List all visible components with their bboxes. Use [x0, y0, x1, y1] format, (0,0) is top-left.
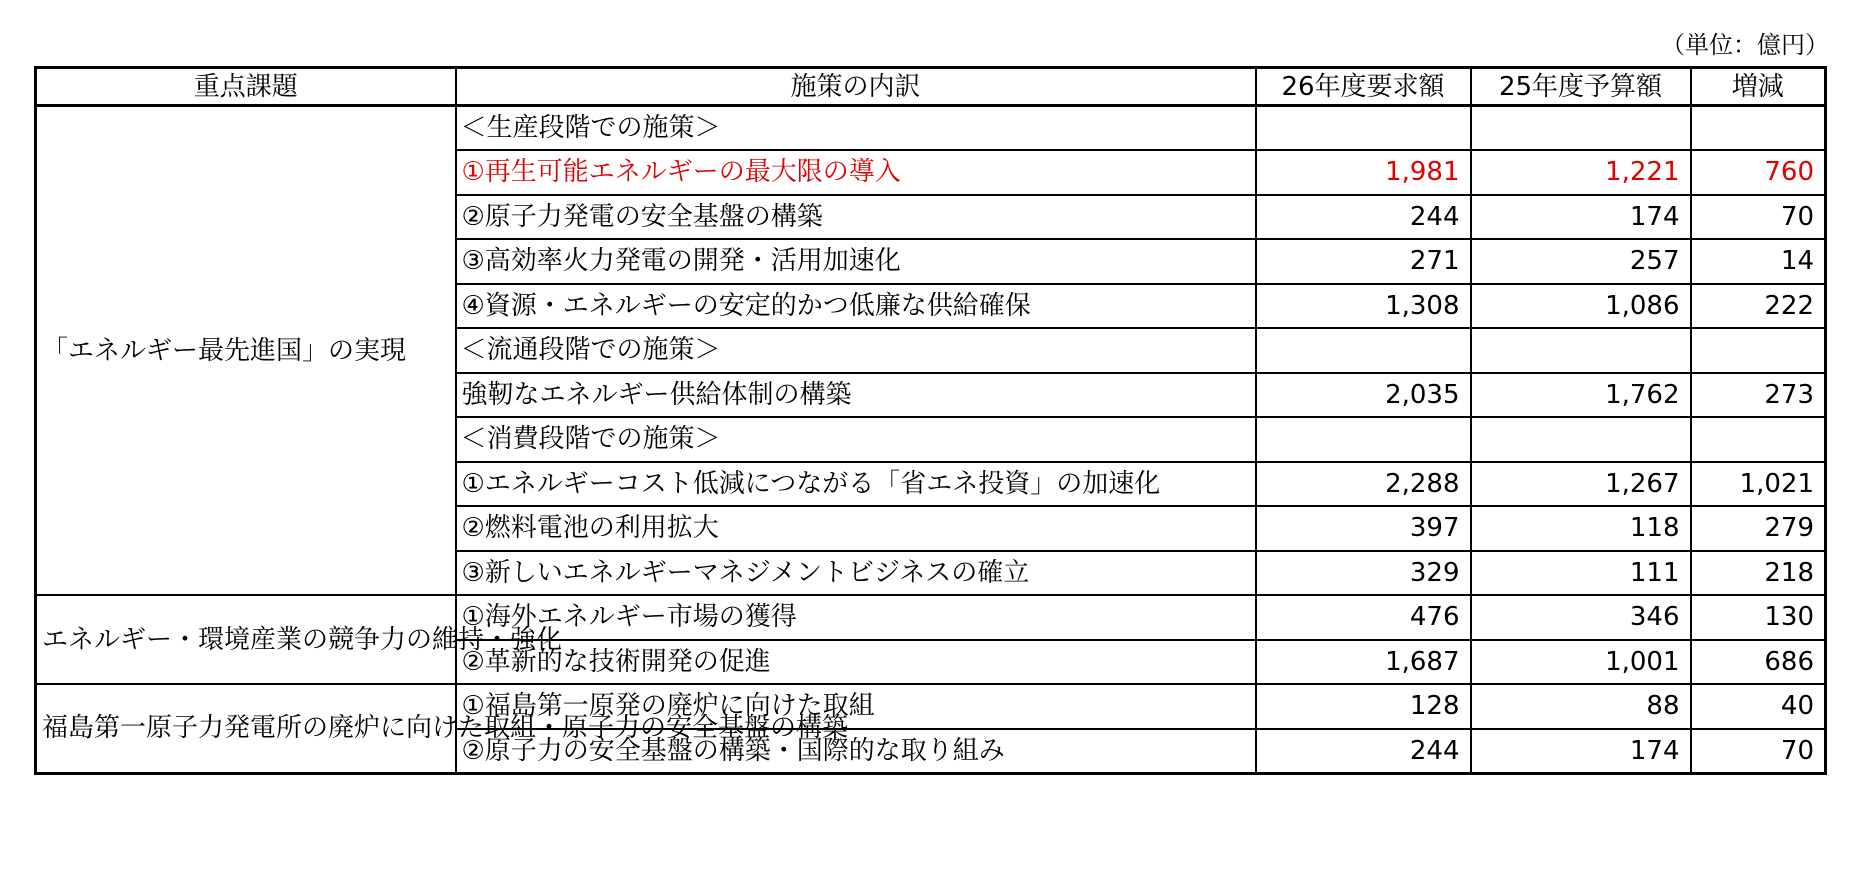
request-cell: 1,308 — [1256, 284, 1471, 329]
request-cell — [1256, 106, 1471, 151]
measure-cell: ＜流通段階での施策＞ — [456, 328, 1256, 373]
unit-label: （単位：億円） — [1661, 31, 1829, 59]
budget-cell — [1471, 328, 1691, 373]
measure-cell: ③高効率火力発電の開発・活用加速化 — [456, 239, 1256, 284]
measure-cell: ＜消費段階での施策＞ — [456, 417, 1256, 462]
measure-cell: ②原子力発電の安全基盤の構築 — [456, 195, 1256, 240]
request-cell — [1256, 328, 1471, 373]
request-cell: 476 — [1256, 595, 1471, 640]
measure-cell: ②革新的な技術開発の促進 — [456, 640, 1256, 685]
table-row — [36, 595, 1826, 640]
measure-cell: ①エネルギーコスト低減につながる「省エネ投資」の加速化 — [456, 462, 1256, 507]
change-cell: 222 — [1691, 284, 1826, 329]
measure-cell: ②燃料電池の利用拡大 — [456, 506, 1256, 551]
request-cell: 244 — [1256, 195, 1471, 240]
header-change: 増減 — [1691, 68, 1826, 106]
change-cell: 279 — [1691, 506, 1826, 551]
request-cell: 244 — [1256, 729, 1471, 774]
request-cell: 2,035 — [1256, 373, 1471, 418]
issue-cell: エネルギー・環境産業の競争力の維持・強化 — [36, 595, 456, 684]
change-cell — [1691, 417, 1826, 462]
budget-cell: 88 — [1471, 684, 1691, 729]
issue-cell: 「エネルギー最先進国」の実現 — [36, 106, 456, 596]
change-cell: 1,021 — [1691, 462, 1826, 507]
measure-cell: 強靭なエネルギー供給体制の構築 — [456, 373, 1256, 418]
budget-cell: 1,762 — [1471, 373, 1691, 418]
request-cell — [1256, 417, 1471, 462]
measure-cell: ④資源・エネルギーの安定的かつ低廉な供給確保 — [456, 284, 1256, 329]
budget-cell: 174 — [1471, 729, 1691, 774]
measure-cell: ①福島第一原発の廃炉に向けた取組 — [456, 684, 1256, 729]
change-cell: 70 — [1691, 195, 1826, 240]
budget-cell: 257 — [1471, 239, 1691, 284]
header-row — [36, 68, 1826, 106]
request-cell: 397 — [1256, 506, 1471, 551]
issue-cell: 福島第一原子力発電所の廃炉に向けた取組・原子力の安全基盤の構築 — [36, 684, 456, 773]
change-cell: 130 — [1691, 595, 1826, 640]
measure-cell: ①再生可能エネルギーの最大限の導入 — [456, 150, 1256, 195]
header-measure: 施策の内訳 — [456, 68, 1256, 106]
request-cell: 271 — [1256, 239, 1471, 284]
change-cell: 218 — [1691, 551, 1826, 596]
measure-cell: ③新しいエネルギーマネジメントビジネスの確立 — [456, 551, 1256, 596]
header-request-fy26: 26年度要求額 — [1256, 68, 1471, 106]
budget-cell: 174 — [1471, 195, 1691, 240]
change-cell — [1691, 106, 1826, 151]
budget-cell: 346 — [1471, 595, 1691, 640]
change-cell: 760 — [1691, 150, 1826, 195]
budget-cell: 111 — [1471, 551, 1691, 596]
request-cell: 128 — [1256, 684, 1471, 729]
request-cell: 1,687 — [1256, 640, 1471, 685]
request-cell: 329 — [1256, 551, 1471, 596]
measure-cell: ②原子力の安全基盤の構築・国際的な取り組み — [456, 729, 1256, 774]
request-cell: 1,981 — [1256, 150, 1471, 195]
budget-cell: 1,221 — [1471, 150, 1691, 195]
change-cell — [1691, 328, 1826, 373]
header-issue: 重点課題 — [36, 68, 456, 106]
measure-cell: ＜生産段階での施策＞ — [456, 106, 1256, 151]
change-cell: 14 — [1691, 239, 1826, 284]
change-cell: 70 — [1691, 729, 1826, 774]
budget-table — [34, 66, 1827, 775]
change-cell: 40 — [1691, 684, 1826, 729]
table-row — [36, 684, 1826, 729]
budget-cell — [1471, 417, 1691, 462]
table-row — [36, 106, 1826, 151]
budget-cell: 1,001 — [1471, 640, 1691, 685]
budget-cell: 1,086 — [1471, 284, 1691, 329]
change-cell: 273 — [1691, 373, 1826, 418]
header-budget-fy25: 25年度予算額 — [1471, 68, 1691, 106]
change-cell: 686 — [1691, 640, 1826, 685]
measure-cell: ①海外エネルギー市場の獲得 — [456, 595, 1256, 640]
budget-cell — [1471, 106, 1691, 151]
budget-cell: 1,267 — [1471, 462, 1691, 507]
request-cell: 2,288 — [1256, 462, 1471, 507]
budget-cell: 118 — [1471, 506, 1691, 551]
